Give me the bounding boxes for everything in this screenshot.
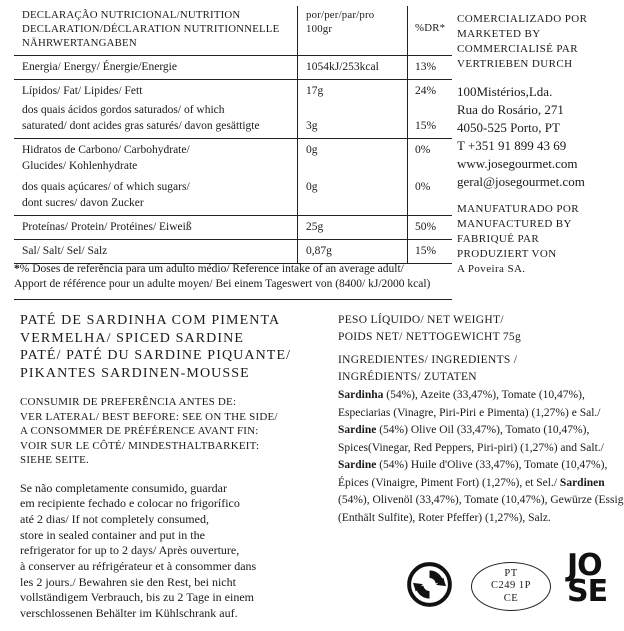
row-label: Glucides/ Kohlenhydrate [22,160,138,172]
address-line: Rua do Rosário, 271 [457,102,564,117]
marketed-by-line: COMERCIALIZADO POR [457,13,588,25]
storage-line: à conserver au réfrigérateur et à consommer dans [20,559,257,574]
row-label: Proteínas/ Protein/ Protéines/ Eiweiß [22,221,192,233]
row-sublabel: saturated/ dont acides gras saturés/ davon gesättigte [22,120,260,132]
ingredients-heading [338,352,624,385]
row-dr-value: 24% [415,85,437,97]
row-label: Energia/ Energy/ Énergie/Energie [22,61,177,73]
section-divider-line [14,299,452,300]
manufactured-by-line: FABRIQUÉ PAR [457,233,540,245]
table-header-title-line: DECLARAÇÃO NUTRICIONAL/NUTRITION [22,9,241,21]
marketed-by-block [457,12,623,72]
ingredients-heading-line: INGRÉDIENTS/ ZUTATEN [338,370,477,383]
row-subvalue: 3g [306,120,318,132]
row-sublabel: dos quais açúcares/ of which sugars/ [22,181,190,193]
table-column-divider [407,6,408,264]
jose-logo-line: SE [567,574,608,609]
health-mark-oval [471,562,551,611]
row-label: Lípidos/ Fat/ Lipides/ Fett [22,85,143,97]
green-dot-recycling-icon [406,561,453,608]
nutrition-table [14,6,452,264]
table-header-per-line: 100gr [306,23,333,35]
table-row-energy [14,56,452,80]
best-before-line: A CONSOMMER DE PRÉFÉRENCE AVANT FIN: [20,425,259,437]
row-dr-subvalue: 15% [415,120,437,132]
best-before-line: SIEHE SEITE. [20,454,90,466]
row-dr-value: 13% [415,61,437,73]
storage-line: em recipiente fechado e colocar no frigorífico [20,496,240,511]
row-value: 25g [306,221,324,233]
product-info-column [20,312,326,622]
best-before-block [20,395,326,468]
product-title-line: PATÉ DE SARDINHA COM PIMENTA [20,313,281,328]
product-title-line: VERMELHA/ SPICED SARDINE [20,330,244,346]
storage-line: até 2 dias/ If not completely consumed, [20,511,209,526]
manufactured-by-line: PRODUZIERT VON [457,248,557,260]
table-row-protein [14,216,452,240]
storage-line: refrigerator for up to 2 days/ Après ouverture, [20,543,240,558]
marketed-by-line: COMMERCIALISÉ PAR [457,43,579,55]
row-value: 0g [306,144,318,156]
storage-line: verschlossenen Behälter im Kühlschrank auf. [20,606,238,621]
product-title-line: PATÉ/ PATÉ DU SARDINE PIQUANTE/ [20,348,292,363]
storage-line: Se não completamente consumido, guardar [20,480,227,495]
manufacturer-name: A Poveira SA. [457,263,526,275]
table-header-title-line: DECLARATION/DÉCLARATION NUTRITIONNELLE [22,23,280,35]
storage-line: store in sealed container and put in the [20,527,205,542]
table-header-dr-label: %DR* [415,22,446,34]
product-title [20,312,326,382]
health-mark-line: CE [503,592,519,604]
best-before-line: VER LATERAL/ BEST BEFORE: SEE ON THE SIDE/ [20,410,278,423]
row-sublabel: dont sucres/ davon Zucker [22,197,144,209]
website-line: www.josegourmet.com [457,156,578,171]
table-column-divider [297,6,298,264]
ingredients-heading-line: INGREDIENTES/ INGREDIENTS / [338,354,518,366]
footnote-line: *% Doses de referência para um adulto médio/ Reference intake of an average adult/ [14,263,404,275]
footnote-line: Apport de référence pour un adulte moyen/ Bei einem Tageswert von (8400/ kJ/2000 kcal) [14,278,431,290]
manufactured-by-block [457,202,623,277]
company-info-column [457,12,623,277]
storage-line: vollständigem Verbrauch, bis zu 2 Tage in einem [20,590,254,605]
net-weight-line: POIDS NET/ NETTOGEWICHT 75g [338,330,522,343]
row-value: 0,87g [306,245,332,257]
health-mark-line: PT [504,567,518,579]
ingredients-column [338,312,624,527]
reference-intake-footnote [14,262,454,292]
company-name: 100Mistérios,Lda. [457,84,553,99]
storage-line: les 2 jours./ Bewahren sie den Rest, bei nicht [20,574,236,589]
table-header-per-line: por/per/par/pro [306,9,375,21]
row-label: Sal/ Salt/ Sel/ Salz [22,245,108,257]
row-value: 1054kJ/253kcal [306,61,379,73]
storage-instructions [20,481,326,622]
row-subvalue: 0g [306,181,318,193]
best-before-line: CONSUMIR DE PREFERÊNCIA ANTES DE: [20,396,237,408]
phone-line: T +351 91 899 43 69 [457,138,567,153]
best-before-line: VOIR SUR LE CÔTÉ/ MINDESTHALTBARKEIT: [20,439,260,452]
row-value: 17g [306,85,324,97]
health-mark-line: C249 1P [491,580,531,592]
manufactured-by-line: MANUFACTURED BY [457,218,572,230]
marketed-by-line: VERTRIEBEN DURCH [457,58,573,70]
table-header-row [14,6,452,56]
table-row-carbohydrate [14,139,452,216]
row-dr-subvalue: 0% [415,181,431,193]
row-dr-value: 50% [415,221,437,233]
row-dr-value: 0% [415,144,431,156]
row-dr-value: 15% [415,245,437,257]
table-header-title-line: NÄHRWERTANGABEN [22,37,137,49]
net-weight-line: PESO LÍQUIDO/ NET WEIGHT/ [338,314,504,326]
jose-logo-line: JO [567,548,602,583]
manufactured-by-line: MANUFATURADO POR [457,203,580,215]
address-line: 4050-525 Porto, PT [457,120,560,135]
ingredients-text: Sardinha (54%), Azeite (33,47%), Tomate (10,47%), Especiarias (Vinagre, Piri-Piri e Pimenta) (1,27%) e Sal./ Sardine (54%) Olive Oil (33,47%), Tomato (10,47%), Spices(Vinegar, Red Peppers, Piri-piri) (1,27%) and Salt./ Sardine (54%) Huile d'Olive (33,47%), Tomate (10,47%), Épices (Vinaigre, Piment Fort) (1,27%), et Sel./ Sardinen (54%), Olivenöl (33,47%), Tomate (10,47%), Gewürze (Essig (Enthält Sulfite), Roter Pfeffer) (1,27%), Salz. [338,389,624,524]
row-label: Hidratos de Carbono/ Carbohydrate/ [22,144,190,156]
email-line: geral@josegourmet.com [457,174,585,189]
table-row-salt [14,240,452,264]
row-sublabel: dos quais ácidos gordos saturados/ of which [22,104,225,116]
jose-brand-logo [567,548,608,609]
table-row-fat [14,80,452,139]
product-title-line: PIKANTES SARDINEN-MOUSSE [20,365,250,381]
address-block [457,83,623,191]
marketed-by-line: MARKETED BY [457,28,541,40]
net-weight-block [338,312,624,345]
